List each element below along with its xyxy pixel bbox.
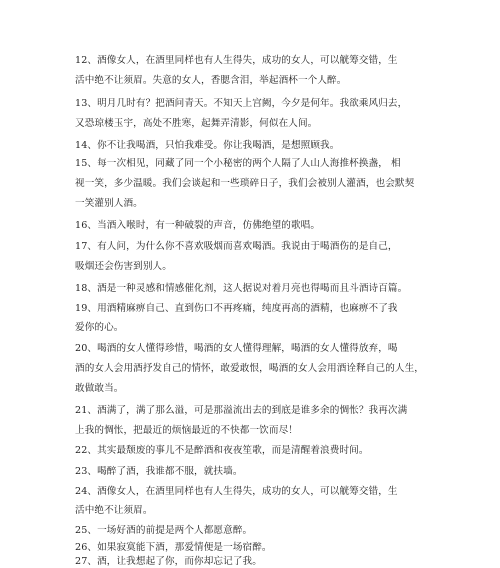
text-line: 活中绝不让须眉。 [75,505,153,516]
text-line: 活中绝不让须眉。失意的女人，香腮含泪，举起酒杯一个人醉。 [75,75,347,86]
text-line: 17、有人问，为什么你不喜欢吸烟而喜欢喝酒。我说由于喝酒伤的是自己， [75,241,398,252]
text-line: 视一笑，多少温暖。我们会谈起和一些琐碎日子，我们会被别人灌酒，也会默契 [75,178,415,189]
text-line: 22、其实最颓废的事儿不是醉酒和夜夜笙歌，而是清醒着浪费时间。 [75,445,369,456]
text-line: 15、每一次相见，同藏了同一个小秘密的两个人隔了人山人海推杯换盏， 相 [75,158,401,169]
text-line: 一笑灌别人酒。 [75,198,143,209]
text-line: 27、酒，让我想起了你，而你却忘记了我。 [75,556,262,567]
text-line: 25、一场好酒的前提是两个人都愿意醉。 [75,525,253,536]
text-line: 16、当酒入喉时，有一种破裂的声音，仿佛绝望的歌唱。 [75,220,321,231]
text-line: 又恐琼楼玉宇，高处不胜寒，起舞弄清影，何似在人间。 [75,118,318,129]
text-line: 21、酒满了，满了那么溢，可是那溢流出去的到底是谁多余的惆怅？我再次满 [75,405,408,416]
text-line: 酒的女人会用酒抒发自己的情怀，敢爱敢恨，喝酒的女人会用酒诠释自己的人生， [75,363,424,374]
text-line: 敢做敢当。 [75,383,124,394]
text-line: 26、如果寂寞能下酒，那爱情便是一场宿醉。 [75,542,272,553]
text-line: 12、酒像女人，在酒里同样也有人生得失，成功的女人，可以觥筹交错，生 [75,55,398,66]
text-line: 23、喝醉了酒，我谁都不服，就扶墙。 [75,466,243,477]
text-line: 上我的惆怅，把最近的烦恼最近的不快都一饮而尽！ [75,425,298,436]
text-line: 吸烟还会伤害到别人。 [75,261,172,272]
text-line: 14、你不让我喝酒，只怕我难受。你让我喝酒，是想照顾我。 [75,140,340,151]
text-line: 13、明月几时有？把酒问青天。不知天上宫阙，今夕是何年。我欲乘风归去， [75,98,408,109]
text-line: 18、酒是一种灵感和情感催化剂，这人据说对着月亮也得喝而且斗酒诗百篇。 [75,283,408,294]
text-line: 24、酒像女人，在酒里同样也有人生得失，成功的女人，可以觥筹交错，生 [75,486,398,497]
text-line: 19、用酒精麻痹自己、直到伤口不再疼痛，纯度再高的酒精，也麻痹不了我 [75,303,398,314]
text-line: 爱你的心。 [75,322,124,333]
text-line: 20、喝酒的女人懂得珍惜，喝酒的女人懂得理解，喝酒的女人懂得放弃，喝 [75,343,398,354]
